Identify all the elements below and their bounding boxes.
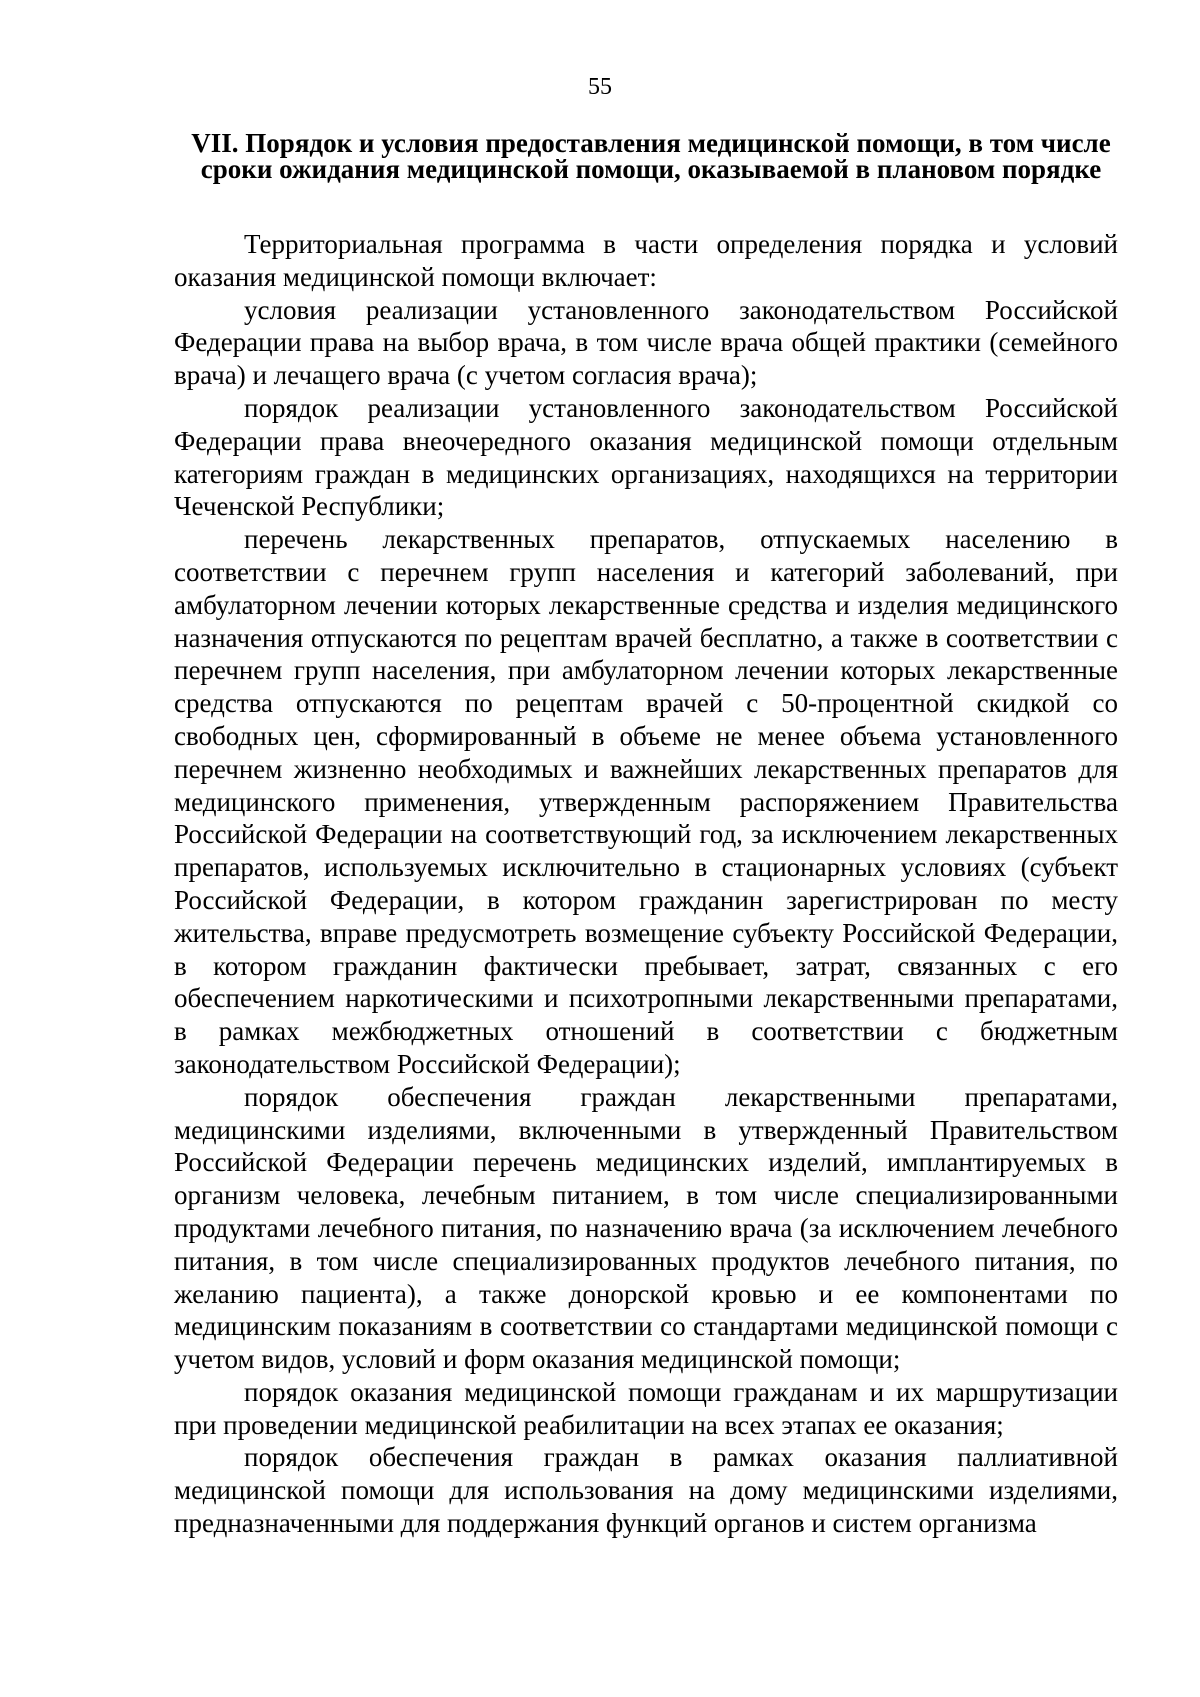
document-body bbox=[174, 228, 1118, 1540]
paragraph-drug-provision: порядок обеспечения граждан лекарственными препаратами, медицинскими изделиями, включенными в утвержденный Правительством Российской Федерации перечень медицинских изделий, имплантируемых в организм человека, лечебным питанием, в том числе специализированными продуктами лечебного питания, по назначению врача (за исключением лечебного питания, в том числе специализированных продуктов лечебного питания, по желанию пациента), а также донорской кровью и ее компонентами по медицинским показаниям в соответствии со стандартами медицинской помощи с учетом видов, условий и форм оказания медицинской помощи; bbox=[174, 1081, 1118, 1375]
paragraph-palliative-care: порядок обеспечения граждан в рамках оказания паллиативной медицинской помощи для использования на дому медицинскими изделиями, предназначенными для поддержания функций органов и систем организма bbox=[174, 1442, 1118, 1539]
page-number: 55 bbox=[588, 74, 612, 100]
paragraph-choice-of-doctor: условия реализации установленного законодательством Российской Федерации права на выбор врача, в том числе врача общей практики (семейного врача) и лечащего врача (с учетом согласия врача); bbox=[174, 294, 1118, 391]
paragraph-intro: Территориальная программа в части определения порядка и условий оказания медицинской помощи включает: bbox=[174, 229, 1118, 292]
paragraph-rehabilitation: порядок оказания медицинской помощи гражданам и их маршрутизации при проведении медицинской реабилитации на всех этапах ее оказания; bbox=[174, 1376, 1118, 1440]
paragraph-drug-list: перечень лекарственных препаратов, отпускаемых населению в соответствии с перечнем групп населения и категорий заболеваний, при амбулаторном лечении которых лекарственные средства и изделия медицинского назначения отпускаются по рецептам врачей бесплатно, а также в соответствии с перечнем групп населения, при амбулаторном лечении которых лекарственные средства отпускаются по рецептам врачей с 50-процентной скидкой со свободных цен, сформированный в объеме не менее объема установленного перечнем жизненно необходимых и важнейших лекарственных препаратов для медицинского применения, утвержденным распоряжением Правительства Российской Федерации на соответствующий год, за исключением лекарственных препаратов, используемых исключительно в стационарных условиях (субъект Российской Федерации, в котором гражданин зарегистрирован по месту жительства, вправе предусмотреть возмещение субъекту Российской Федерации, в котором гражданин фактически пребывает, затрат, связанных с его обеспечением наркотическими и психотропными лекарственными препаратами, в рамках межбюджетных отношений в соответствии с бюджетным законодательством Российской Федерации); bbox=[174, 524, 1118, 1079]
section-heading: VII. Порядок и условия предоставления медицинской помощи, в том числе сроки ожидания медицинской помощи, оказываемой в плановом порядке bbox=[191, 128, 1111, 184]
paragraph-priority-care: порядок реализации установленного законодательством Российской Федерации права внеочередного оказания медицинской помощи отдельным категориям граждан в медицинских организациях, находящихся на территории Чеченской Республики; bbox=[174, 392, 1118, 522]
